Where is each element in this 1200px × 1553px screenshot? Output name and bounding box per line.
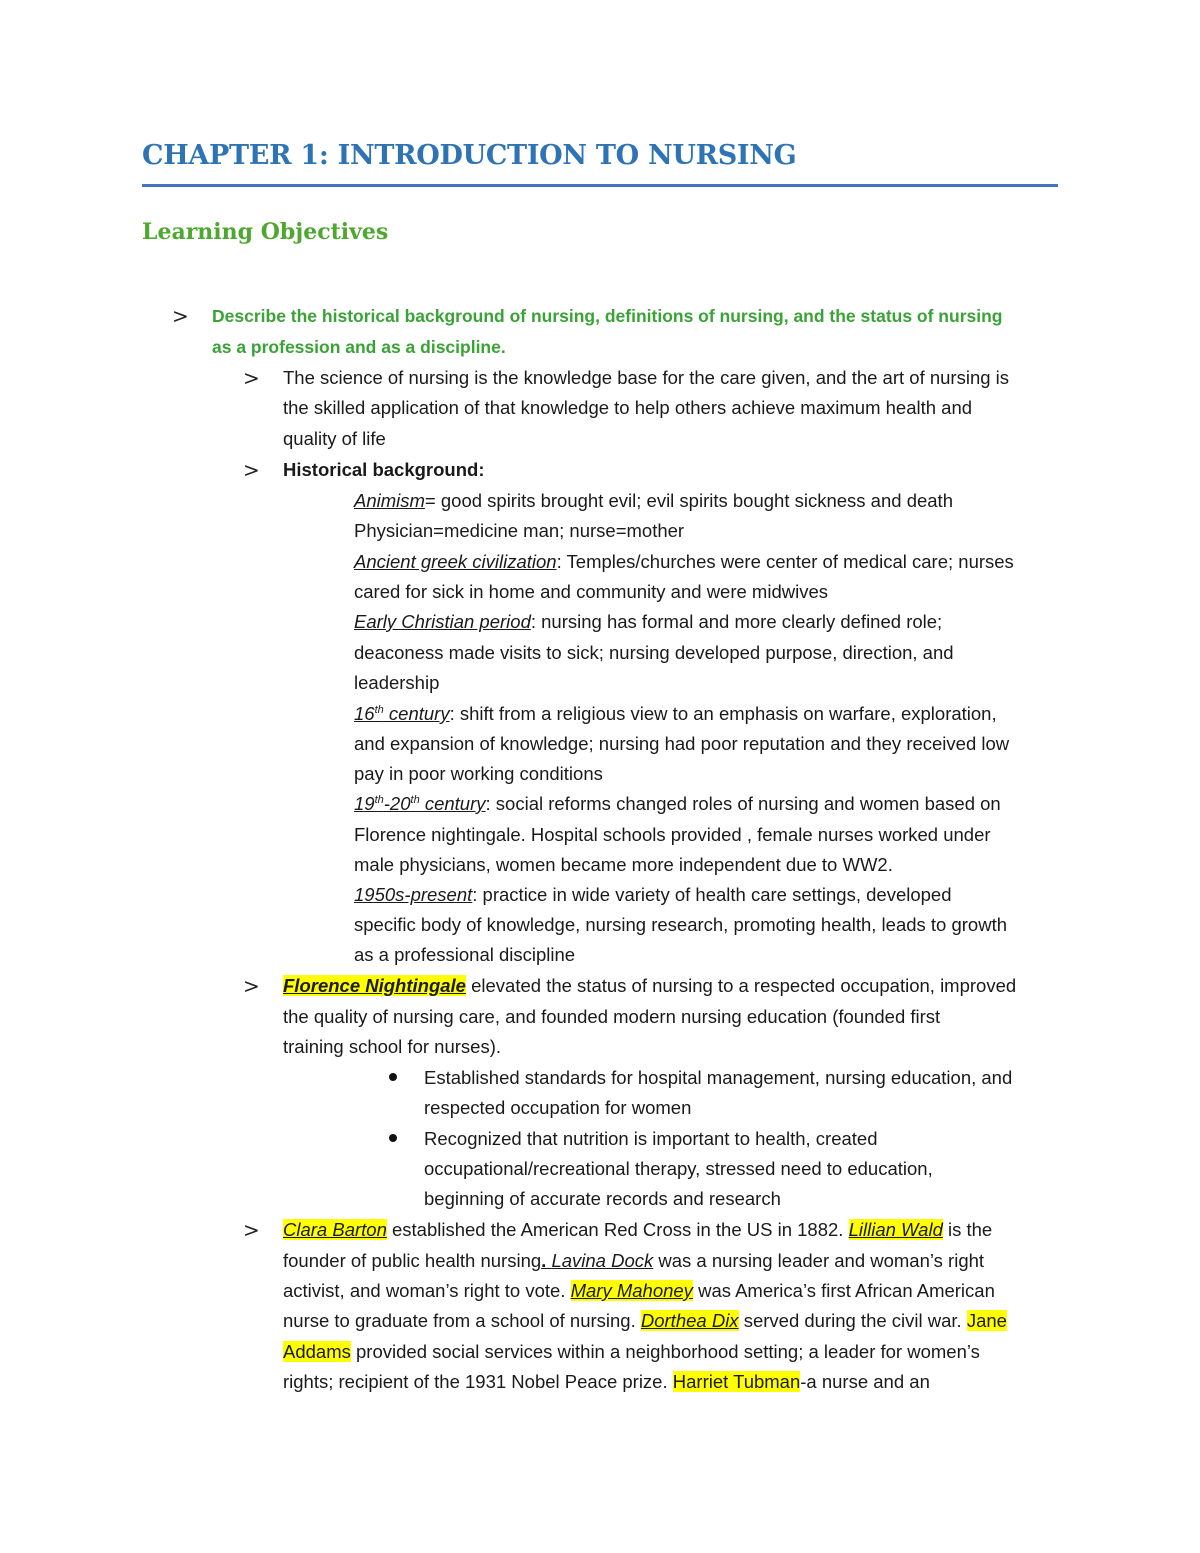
animism-line [354,486,953,517]
modern-term: 1950s-present [354,884,473,905]
barton-name: Clara Barton [283,1219,387,1240]
nightingale-bullet-2-line-2: occupational/recreational therapy, stressed need to education, [424,1158,933,1179]
century19-line-3: male physicians, women became more independent due to WW2. [354,854,893,875]
animism-text: = good spirits brought evil; evil spirits bought sickness and death [424,490,953,511]
modern-line-1 [354,880,952,911]
dix-name: Dorthea Dix [640,1310,739,1331]
tubman-name: Harriet Tubman [672,1371,801,1392]
leaders-line-6: rights; recipient of the 1931 Nobel Peace prize. Harriet Tubman-a nurse and an [283,1371,930,1392]
jane-name: Jane [966,1310,1007,1331]
century16-line-3: pay in poor working conditions [354,763,603,784]
greek-term: Ancient greek civilization [354,551,557,572]
arrow-bullet-icon: > [243,1218,260,1242]
century19-line-2: Florence nightingale. Hospital schools provided , female nurses worked under [354,824,991,845]
arrow-bullet-icon: > [243,974,260,998]
christian-line-2: deaconess made visits to sick; nursing developed purpose, direction, and [354,642,954,663]
nightingale-bullet-1-line-2: respected occupation for women [424,1097,692,1118]
century16-line-1 [354,699,997,730]
addams-name: Addams [283,1341,351,1362]
christian-term: Early Christian period [354,611,531,632]
section-heading: Learning Objectives [142,219,389,245]
nightingale-bullet-2-line-1: Recognized that nutrition is important to health, created [424,1128,878,1149]
leaders-line-2: founder of public health nursing. Lavina Dock was a nursing leader and woman’s right [283,1250,985,1271]
objective-line-2: as a profession and as a discipline. [212,337,506,357]
arrow-bullet-icon: > [172,304,189,328]
greek-text-1: : Temples/churches were center of medical care; nurses [556,551,1014,572]
science-line-1: The science of nursing is the knowledge base for the care given, and the art of nursing is [283,367,1010,388]
nightingale-text-1: elevated the status of nursing to a respected occupation, improved [465,975,1017,996]
objective-line-1: Describe the historical background of nursing, definitions of nursing, and the status of nursing [212,306,1003,326]
nightingale-line-2: the quality of nursing care, and founded modern nursing education (founded first [283,1006,941,1027]
animism-term: Animism [354,490,425,511]
wald-name: Lillian Wald [848,1219,943,1240]
christian-line-1 [354,607,942,638]
science-line-2: the skilled application of that knowledge to help others achieve maximum health and [283,397,973,418]
dot-bullet-icon [389,1134,397,1142]
mahoney-name: Mary Mahoney [570,1280,693,1301]
dock-name: Lavina Dock [551,1250,654,1271]
greek-line-1 [354,547,1014,578]
modern-line-2: specific body of knowledge, nursing research, promoting health, leads to growth [354,914,1008,935]
nightingale-bullet-2-line-3: beginning of accurate records and research [424,1188,781,1209]
christian-line-3: leadership [354,672,440,693]
century19-term: 19th-20th century [354,793,486,814]
dot-bullet-icon [389,1073,397,1081]
arrow-bullet-icon: > [243,366,260,390]
century16-line-2: and expansion of knowledge; nursing had poor reputation and they received low [354,733,1010,754]
modern-text-1: : practice in wide variety of health care settings, developed [472,884,952,905]
century19-text-1: : social reforms changed roles of nursing and women based on [485,793,1001,814]
christian-text-1: : nursing has formal and more clearly defined role; [530,611,943,632]
physician-line: Physician=medicine man; nurse=mother [354,520,685,541]
leaders-line-3: activist, and woman’s right to vote. Mary Mahoney was America’s first African American [283,1280,995,1301]
leaders-line-4: nurse to graduate from a school of nursing. Dorthea Dix served during the civil war. Jane [283,1310,1007,1331]
nightingale-line-3: training school for nurses). [283,1036,501,1057]
modern-line-3: as a professional discipline [354,944,576,965]
nightingale-name: Florence Nightingale [283,975,466,996]
chapter-title: CHAPTER 1: INTRODUCTION TO NURSING [142,140,797,171]
century16-text-1: : shift from a religious view to an emphasis on warfare, exploration, [449,703,997,724]
century19-line-1 [354,789,1001,820]
century16-term: 16th century [354,703,450,724]
nightingale-bullet-1-line-1: Established standards for hospital management, nursing education, and [424,1067,1013,1088]
leaders-line-1: Clara Barton established the American Red Cross in the US in 1882. Lillian Wald is the [283,1219,993,1240]
greek-line-2: cared for sick in home and community and were midwives [354,581,828,602]
leaders-line-5: Addams provided social services within a neighborhood setting; a leader for women’s [283,1341,980,1362]
science-line-3: quality of life [283,428,386,449]
title-underline-rule [142,184,1058,187]
nightingale-line-1 [283,971,1016,1002]
arrow-bullet-icon: > [243,458,260,482]
historical-heading: Historical background: [283,459,485,480]
